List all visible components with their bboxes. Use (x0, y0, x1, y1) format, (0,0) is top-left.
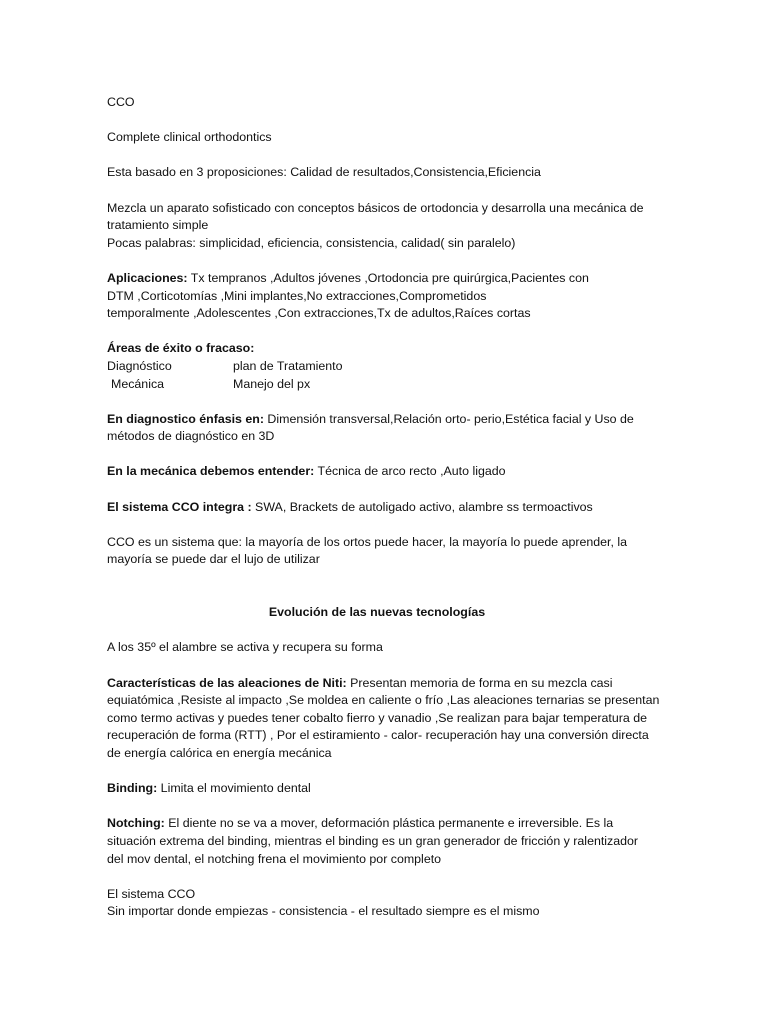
niti-text-line4: recuperación de forma (RTT) , Por el estiramiento - calor- recuperación hay una conversión directa (107, 728, 649, 743)
paragraph-mecanica (107, 463, 727, 481)
paragraph-aplicaciones (107, 270, 727, 288)
mecanica-text: Técnica de arco recto ,Auto ligado (314, 464, 506, 479)
paragraph-pocas-palabras: Pocas palabras: simplicidad, eficiencia, consistencia, calidad( sin paralelo) (107, 235, 516, 250)
doc-heading: CCO (107, 95, 135, 109)
aplicaciones-text-line3: temporalmente ,Adolescentes ,Con extracciones,Tx de adultos,Raíces cortas (107, 306, 531, 321)
niti-label: Características de las aleaciones de Niti: (107, 675, 347, 690)
paragraph-niti (107, 675, 727, 693)
paragraph-cco-sistema-line1: CCO es un sistema que: la mayoría de los ortos puede hacer, la mayoría lo puede aprender, la (107, 534, 628, 549)
mecanica-label: En la mecánica debemos entender: (107, 464, 315, 479)
paragraph-alambre-35: A los 35º el alambre se activa y recupera su forma (107, 640, 383, 655)
aplicaciones-label: Aplicaciones: (107, 270, 188, 285)
niti-text-line1: Presentan memoria de forma en su mezcla casi (346, 675, 613, 690)
document-body (107, 94, 727, 921)
paragraph-sin-importar: Sin importar donde empiezas - consistencia - el resultado siempre es el mismo (107, 904, 540, 919)
areas-plan-tratamiento: plan de Tratamiento (233, 358, 343, 373)
notching-text-line2: situación extrema del binding, mientras el binding es un gran generador de fricción y ralentizador (107, 833, 639, 848)
areas-diagnostico: Diagnóstico (107, 358, 172, 373)
aplicaciones-text-line1: Tx tempranos ,Adultos jóvenes ,Ortodoncia pre quirúrgica,Pacientes con (187, 270, 589, 285)
section-title-evolucion: Evolución de las nuevas tecnologías (268, 605, 486, 620)
diagnostico-label: En diagnostico énfasis en: (107, 411, 264, 426)
paragraph-basado: Esta basado en 3 proposiciones: Calidad de resultados,Consistencia,Eficiencia (107, 165, 541, 180)
areas-label: Áreas de éxito o fracaso: (107, 341, 255, 356)
doc-subtitle: Complete clinical orthodontics (107, 130, 272, 145)
niti-text-line2: equiatómica ,Resiste al impacto ,Se moldea en caliente o frío ,Las aleaciones ternarias se presentan (107, 693, 660, 708)
diagnostico-text-line1: Dimensión transversal,Relación orto- perio,Estética facial y Uso de (263, 411, 634, 426)
areas-manejo-px: Manejo del px (233, 376, 311, 391)
areas-mecanica: Mecánica (111, 376, 165, 391)
paragraph-integra (107, 499, 727, 517)
paragraph-cco-sistema-line2: mayoría se puede dar el lujo de utilizar (107, 552, 320, 567)
paragraph-binding (107, 780, 727, 798)
areas-row-2 (107, 376, 727, 394)
niti-text-line3: como termo activas y puedes tener cobalto fierro y vanadio ,Se realizan para bajar temperatura de (107, 710, 647, 725)
paragraph-diagnostico (107, 411, 727, 429)
paragraph-notching (107, 815, 727, 833)
integra-label: El sistema CCO integra : (107, 499, 252, 514)
niti-text-line5: de energía calórica en energía mecánica (107, 745, 332, 760)
diagnostico-text-line2: métodos de diagnóstico en 3D (107, 429, 275, 444)
integra-text: SWA, Brackets de autoligado activo, alambre ss termoactivos (251, 499, 593, 514)
binding-label: Binding: (107, 781, 158, 796)
areas-row-1 (107, 358, 727, 376)
notching-label: Notching: (107, 816, 165, 831)
notching-text-line1: El diente no se va a mover, deformación plástica permanente e irreversible. Es la (164, 816, 614, 831)
paragraph-sistema-cco: El sistema CCO (107, 886, 196, 901)
binding-text: Limita el movimiento dental (157, 781, 311, 796)
paragraph-mezcla-line1: Mezcla un aparato sofisticado con conceptos básicos de ortodoncia y desarrolla una mecánica de (107, 200, 644, 215)
aplicaciones-text-line2: DTM ,Corticotomías ,Mini implantes,No extracciones,Comprometidos (107, 288, 487, 303)
paragraph-mezcla-line2: tratamiento simple (107, 218, 209, 233)
notching-text-line3: del mov dental, el notching frena el movimiento por completo (107, 851, 442, 866)
